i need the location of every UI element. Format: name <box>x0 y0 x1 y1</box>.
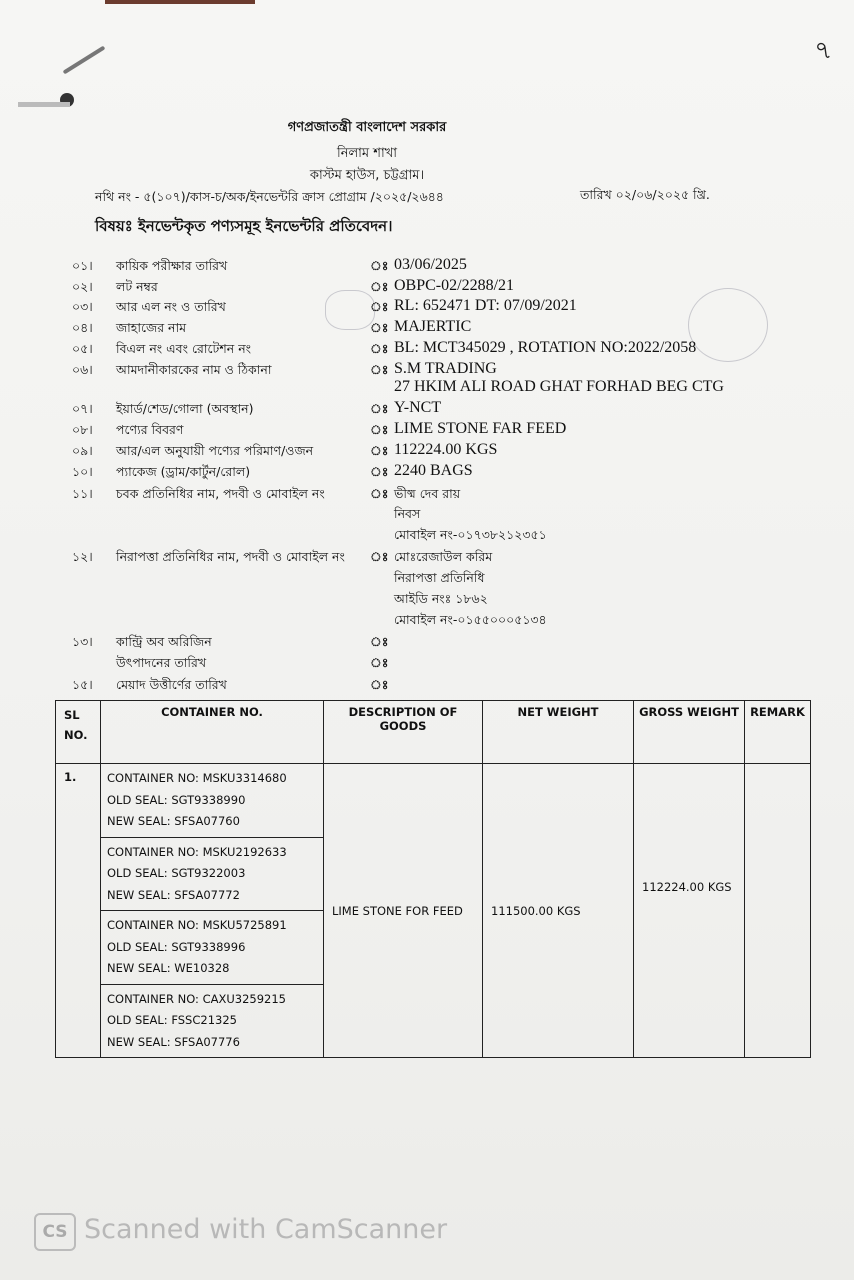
field-number: ১০। <box>72 464 93 479</box>
field-label: পণ্যের বিবরণ <box>116 422 184 437</box>
field-row <box>72 486 812 506</box>
field-label: আমদানীকারকের নাম ও ঠিকানা <box>116 362 272 377</box>
field-number: ০১। <box>72 258 93 273</box>
scan-edge-mark <box>105 0 255 4</box>
header-section: নিলাম শাখা <box>336 146 398 161</box>
field-row <box>72 401 812 421</box>
field-row-continued <box>72 570 812 590</box>
field-label: কান্ট্রি অব অরিজিন <box>116 634 212 649</box>
scanner-watermark: Scanned with CamScanner <box>84 1214 448 1245</box>
field-number: ০৫। <box>72 341 93 356</box>
table-header-row <box>56 701 811 764</box>
new-seal: NEW SEAL: SFSA07760 <box>107 814 240 828</box>
field-value: MAJERTIC <box>394 318 472 335</box>
field-label: প্যাকেজ (ড্রাম/কার্টুন/রোল) <box>116 464 251 479</box>
field-number: ১৫। <box>72 677 93 692</box>
field-value-id: আইডি নংঃ ১৮৬২ <box>394 591 488 606</box>
field-row-continued <box>72 506 812 526</box>
field-label: জাহাজের নাম <box>116 320 187 335</box>
field-row-continued <box>72 612 812 632</box>
field-row-continued <box>72 655 812 675</box>
container-number: CONTAINER NO: MSKU2192633 <box>107 844 287 859</box>
old-seal: OLD SEAL: SGT9322003 <box>107 866 246 880</box>
field-label: উৎপাদনের তারিখ <box>116 655 207 670</box>
page-number: ৭ <box>812 34 834 68</box>
field-separator: ঃ <box>370 320 389 335</box>
container-number: CONTAINER NO: CAXU3259215 <box>107 991 286 1006</box>
field-row <box>72 464 812 484</box>
cell-net-weight: 111500.00 KGS <box>483 764 634 1058</box>
field-label: চবক প্রতিনিধির নাম, পদবী ও মোবাইল নং <box>116 486 325 501</box>
field-label: আর এল নং ও তারিখ <box>116 299 226 314</box>
camscanner-logo-icon: CS <box>34 1213 76 1251</box>
field-separator: ঃ <box>370 443 389 458</box>
field-label: মেয়াদ উত্তীর্ণের তারিখ <box>116 677 227 692</box>
field-number: ০৮। <box>72 422 93 437</box>
field-row-continued <box>72 527 812 547</box>
subject-line: বিষয়ঃ ইনভেন্টকৃত পণ্যসমূহ ইনভেন্টরি প্রতিবেদন। <box>95 217 393 235</box>
field-label: বিএল নং এবং রোটেশন নং <box>116 341 252 356</box>
field-row <box>72 634 812 654</box>
new-seal: NEW SEAL: WE10328 <box>107 961 230 975</box>
field-value: 112224.00 KGS <box>394 441 498 458</box>
field-value: মোঃরেজাউল করিম <box>394 549 493 564</box>
file-reference: নথি নং - ৫(১০৭)/কাস-চ/অক/ইনভেন্টরি ক্রাস প্রোগ্রাম /২০২৫/২৬৪৪ <box>95 189 444 204</box>
container-number: CONTAINER NO: MSKU3314680 <box>107 771 287 785</box>
header-net-weight: NET WEIGHT <box>483 701 634 764</box>
field-separator: ঃ <box>370 634 389 649</box>
field-value-mobile: মোবাইল নং-০১৫৫০০০৫১৩৪ <box>394 612 547 627</box>
field-value-designation: নিবস <box>394 506 421 521</box>
field-separator: ঃ <box>370 341 389 356</box>
container-entry <box>101 838 323 912</box>
header-remark: REMARK <box>745 701 811 764</box>
cell-gross-weight: 112224.00 KGS <box>634 764 745 1058</box>
field-number: ১১। <box>72 486 93 501</box>
field-row <box>72 677 812 697</box>
header-office: কাস্টম হাউস, চট্টগ্রাম। <box>309 168 425 183</box>
new-seal: NEW SEAL: SFSA07772 <box>107 887 240 902</box>
field-label: কায়িক পরীক্ষার তারিখ <box>116 258 228 273</box>
field-row <box>72 443 812 463</box>
header-gross-weight: GROSS WEIGHT <box>634 701 745 764</box>
field-row-continued <box>72 591 812 611</box>
pin-icon <box>63 46 106 75</box>
field-value: LIME STONE FAR FEED <box>394 420 567 437</box>
cell-remark <box>745 764 811 1058</box>
field-value-address: 27 HKIM ALI ROAD GHAT FORHAD BEG CTG <box>394 378 724 395</box>
new-seal: NEW SEAL: SFSA07776 <box>107 1034 240 1049</box>
field-separator: ঃ <box>370 677 389 692</box>
field-value: BL: MCT345029 , ROTATION NO:2022/2058 <box>394 339 697 356</box>
old-seal: OLD SEAL: SGT9338996 <box>107 939 246 954</box>
header-container-no: CONTAINER NO. <box>101 701 324 764</box>
field-row-continued <box>72 380 812 400</box>
field-separator: ঃ <box>370 422 389 437</box>
field-row <box>72 258 812 278</box>
cell-description: LIME STONE FOR FEED <box>324 764 483 1058</box>
field-number: ০৭। <box>72 401 93 416</box>
field-separator: ঃ <box>370 258 389 273</box>
field-label: ইয়ার্ড/শেড/গোলা (অবস্থান) <box>116 401 254 416</box>
field-separator: ঃ <box>370 401 389 416</box>
field-number: ০৬। <box>72 362 93 377</box>
field-separator: ঃ <box>370 279 389 294</box>
goods-table <box>55 700 811 1058</box>
header-description: DESCRIPTION OF GOODS <box>324 701 483 764</box>
field-separator: ঃ <box>370 655 389 670</box>
field-separator: ঃ <box>370 299 389 314</box>
container-entry <box>101 764 323 838</box>
container-number: CONTAINER NO: MSKU5725891 <box>107 918 287 932</box>
field-label: নিরাপত্তা প্রতিনিধির নাম, পদবী ও মোবাইল নং <box>116 549 345 564</box>
container-entry <box>101 985 323 1058</box>
field-value: 03/06/2025 <box>394 256 467 273</box>
field-row <box>72 422 812 442</box>
field-separator: ঃ <box>370 362 389 377</box>
field-separator: ঃ <box>370 486 389 501</box>
field-row <box>72 341 812 361</box>
container-entry <box>101 911 323 985</box>
field-value-designation: নিরাপত্তা প্রতিনিধি <box>394 570 485 585</box>
field-row <box>72 549 812 569</box>
cell-sl-no: 1. <box>56 764 101 1058</box>
field-number: ১৩। <box>72 634 93 649</box>
header-government: গণপ্রজাতন্ত্রী বাংলাদেশ সরকার <box>287 120 447 135</box>
old-seal: OLD SEAL: FSSC21325 <box>107 1013 237 1027</box>
field-value: Y-NCT <box>394 399 442 416</box>
field-number: ০৯। <box>72 443 93 458</box>
field-label: আর/এল অনুযায়ী পণ্যের পরিমাণ/ওজন <box>116 443 314 458</box>
document-date: তারিখ ০২/০৬/২০২৫ খ্রি. <box>580 187 710 202</box>
field-separator: ঃ <box>370 464 389 479</box>
field-value: ভীষ্ম দেব রায় <box>394 486 461 501</box>
field-number: ০২। <box>72 279 93 294</box>
table-row <box>56 764 811 1058</box>
field-number: ১২। <box>72 549 93 564</box>
header-sl-no: SL NO. <box>56 701 101 764</box>
field-label: লট নম্বর <box>116 279 158 294</box>
field-number: ০৪। <box>72 320 93 335</box>
cell-containers <box>101 764 324 1058</box>
field-value: S.M TRADING <box>394 360 497 377</box>
field-value: OBPC-02/2288/21 <box>394 277 515 294</box>
field-separator: ঃ <box>370 549 389 564</box>
field-number: ০৩। <box>72 299 93 314</box>
old-seal: OLD SEAL: SGT9338990 <box>107 792 246 807</box>
field-row <box>72 320 812 340</box>
field-value: RL: 652471 DT: 07/09/2021 <box>394 297 577 314</box>
field-row <box>72 299 812 319</box>
field-value-mobile: মোবাইল নং-০১৭৩৮২১২৩৫১ <box>394 527 547 542</box>
pin-shadow <box>18 102 70 107</box>
field-value: 2240 BAGS <box>394 462 473 479</box>
field-row <box>72 279 812 299</box>
